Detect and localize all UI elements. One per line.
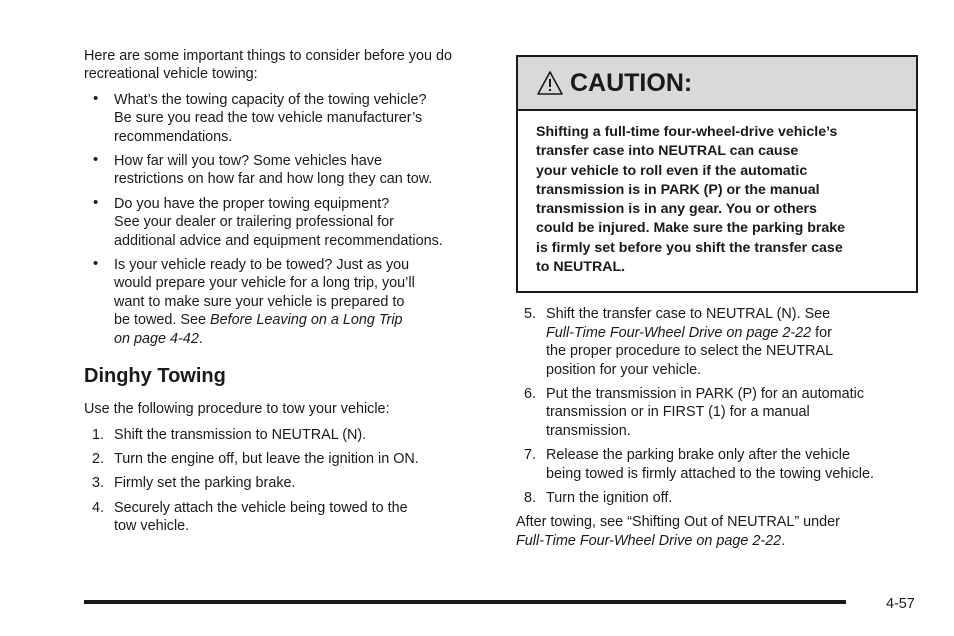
step-number: 7.	[524, 447, 537, 464]
right-column	[516, 55, 918, 550]
caution-header	[518, 57, 916, 111]
procedure-intro: Use the following procedure to tow your vehicle:	[84, 401, 390, 418]
step-item: 4. Securely attach the vehicle being towed to the tow vehicle.	[92, 499, 408, 535]
step-item: 6. Put the transmission in PARK (P) for an automatic transmission or in FIRST (1) for a manual transmission.	[524, 386, 865, 439]
step-number: 4.	[92, 499, 105, 516]
procedure-steps-continued	[516, 305, 918, 507]
after-towing-paragraph: After towing, see “Shifting Out of NEUTRAL” under Full-Time Four-Wheel Drive on page 2-22.	[516, 514, 840, 549]
step-number: 3.	[92, 475, 105, 492]
step-item: 8. Turn the ignition off.	[524, 490, 673, 507]
step-item: 2. Turn the engine off, but leave the ignition in ON.	[92, 450, 419, 467]
caution-title: CAUTION:	[570, 69, 693, 97]
step-number: 2.	[92, 450, 105, 467]
considerations-list	[84, 91, 484, 348]
warning-triangle-icon	[536, 70, 564, 96]
left-column	[84, 47, 484, 542]
step-number: 6.	[524, 386, 537, 402]
bullet-icon: •	[93, 89, 99, 107]
intro-paragraph: Here are some important things to consider before you do recreational vehicle towing:	[84, 48, 452, 83]
bullet-icon: •	[93, 255, 99, 273]
step-number: 1.	[92, 426, 105, 443]
list-item: • Is your vehicle ready to be towed? Just as you would prepare your vehicle for a long trip, you’ll want to make sure your vehicle is prepared to be towed. See Before Leaving on a Long Trip on page 4-42.	[93, 255, 415, 347]
cross-reference-link[interactable]: Full-Time Four-Wheel Drive on page 2-22	[516, 532, 782, 549]
cross-reference-link[interactable]: Before Leaving on a Long Trip	[210, 312, 403, 329]
bullet-icon: •	[93, 151, 99, 169]
list-item: • How far will you tow? Some vehicles have restrictions on how far and how long they can tow.	[93, 151, 433, 188]
cross-reference-link[interactable]: Full-Time Four-Wheel Drive on page 2-22	[546, 324, 812, 341]
page-number: 4-57	[886, 596, 915, 612]
step-item: 7. Release the parking brake only after the vehicle being towed is firmly attached to the towing vehicle.	[524, 447, 874, 482]
step-item: 3. Firmly set the parking brake.	[92, 475, 296, 492]
step-number: 8.	[524, 490, 537, 507]
bullet-icon: •	[93, 193, 99, 211]
step-item: 1. Shift the transmission to NEUTRAL (N).	[92, 426, 367, 443]
cross-reference-page[interactable]: on page 4-42	[114, 330, 199, 347]
procedure-steps	[84, 426, 484, 536]
caution-box	[516, 55, 918, 293]
list-item: • Do you have the proper towing equipment? See your dealer or trailering professional for additional advice and equipment recommendations.	[93, 193, 443, 249]
footer-rule	[84, 600, 846, 604]
step-number: 5.	[524, 306, 537, 323]
list-item: • What’s the towing capacity of the towing vehicle? Be sure you read the tow vehicle manufacturer’s recommendations.	[93, 89, 427, 145]
caution-text: Shifting a full-time four-wheel-drive vehicle’s transfer case into NEUTRAL can cause your vehicle to roll even if the automatic transmission is in PARK (P) or the manual transmission is in any gear. You or others could be injured. Make sure the parking brake is firmly set before you shift the transfer case to NEUTRAL.	[536, 124, 846, 276]
section-heading: Dinghy Towing	[84, 365, 226, 388]
step-item: 5. Shift the transfer case to NEUTRAL (N). See Full-Time Four-Wheel Drive on page 2-22 for the proper procedure to select the NEUTRAL position for your vehicle.	[524, 306, 834, 378]
